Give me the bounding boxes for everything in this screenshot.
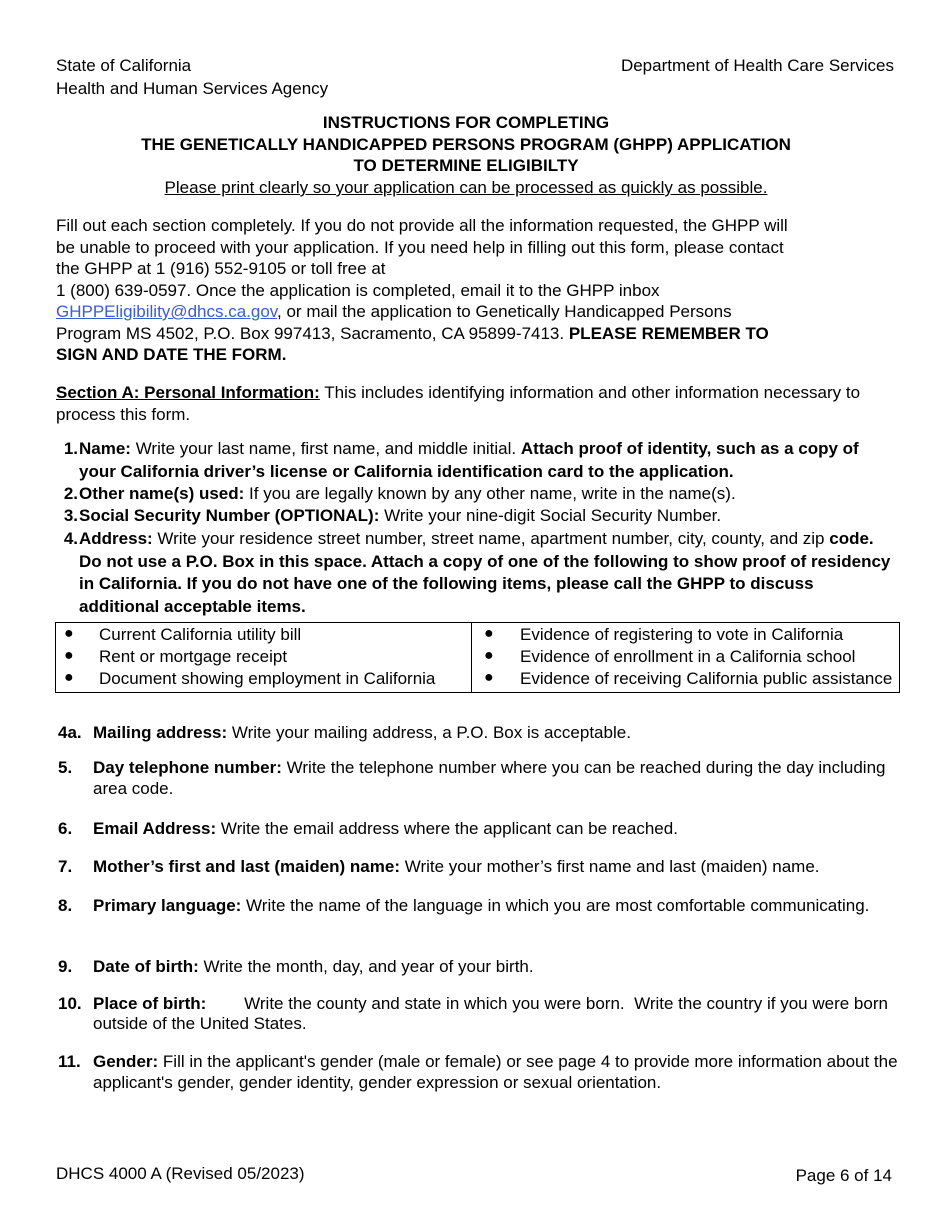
item-number: 6. xyxy=(58,819,73,838)
proof-documents-table xyxy=(55,622,900,693)
intro-line: 1 (800) 639-0597. Once the application is completed, email it to the GHPP inbox xyxy=(56,280,660,300)
list-item: ● Document showing employment in California xyxy=(64,669,436,688)
item-number: 4a. xyxy=(58,723,82,742)
list-item: ● Evidence of enrollment in a California school xyxy=(484,647,856,666)
item-text: Write your mailing address, a P.O. Box is acceptable. xyxy=(227,723,631,742)
intro-line: the GHPP at 1 (916) 552-9105 or toll free at xyxy=(56,259,386,278)
item-number: 7. xyxy=(58,857,73,876)
item-label: Other name(s) used: xyxy=(79,484,245,503)
intro-line: Fill out each section completely. If you do not provide all the information requested, the GHPP will xyxy=(56,216,788,235)
instruction-item-5 xyxy=(58,757,898,799)
item-text: Write the month, day, and year of your birth. xyxy=(198,957,534,976)
reminder-text: SIGN AND DATE THE FORM. xyxy=(56,345,287,364)
list-item: ● Evidence of receiving California public assistance xyxy=(484,669,893,688)
bullet-icon: ● xyxy=(64,625,74,642)
item-label: Address: xyxy=(79,529,153,548)
section-a-text: This includes identifying information and other information necessary to process this form. xyxy=(56,383,861,424)
title-line-3: TO DETERMINE ELIGIBILTY xyxy=(353,156,579,175)
proof-documents-left xyxy=(56,623,472,693)
page-number: Page 6 of 14 xyxy=(795,1166,892,1185)
item-number: 4. xyxy=(63,529,78,548)
instruction-item-11 xyxy=(58,1052,898,1093)
item-text: Write the county and state in which you were born. Write the country if you were born outside of the United States. xyxy=(93,994,893,1033)
item-number: 1. xyxy=(63,439,78,458)
intro-line: Program MS 4502, P.O. Box 997413, Sacramento, CA 95899-7413. xyxy=(56,323,569,343)
instruction-item-10 xyxy=(58,994,898,1034)
instruction-item-1 xyxy=(56,438,896,483)
intro-line: be unable to proceed with your application. If you need help in filling out this form, please contact xyxy=(56,237,784,257)
item-label: Mailing address: xyxy=(93,723,228,742)
item-label: Day telephone number: xyxy=(93,758,282,777)
instruction-item-8 xyxy=(58,895,898,916)
item-label: Social Security Number (OPTIONAL): xyxy=(79,506,380,525)
department-name: Department of Health Care Services xyxy=(620,56,894,75)
item-label: Date of birth: xyxy=(93,957,199,976)
title-line-1: INSTRUCTIONS FOR COMPLETING xyxy=(322,113,610,132)
item-text: Write the email address where the applicant can be reached. xyxy=(216,819,678,838)
agency-name: Health and Human Services Agency xyxy=(56,79,329,98)
instruction-item-3 xyxy=(56,505,896,528)
item-number: 2. xyxy=(63,484,78,503)
proof-documents-right xyxy=(472,623,900,693)
item-label: Name: xyxy=(79,439,131,458)
item-text: Write your residence street number, street name, apartment number, city, county, and zip xyxy=(152,529,830,548)
header-left xyxy=(56,55,328,99)
bullet-icon: ● xyxy=(484,669,494,686)
item-number: 3. xyxy=(63,506,78,525)
intro-paragraph xyxy=(56,215,886,366)
instruction-item-6 xyxy=(58,818,898,839)
item-number: 10. xyxy=(58,994,82,1013)
item-label: Email Address: xyxy=(93,819,217,838)
bullet-icon: ● xyxy=(64,647,74,664)
instruction-item-2 xyxy=(56,483,896,506)
section-a-heading: Section A: Personal Information: xyxy=(56,383,320,402)
item-text: Write your last name, first name, and middle initial. xyxy=(130,439,521,458)
intro-line: , or mail the application to Genetically Handicapped Persons xyxy=(277,302,732,321)
item-number: 8. xyxy=(58,896,73,915)
form-id: DHCS 4000 A (Revised 05/2023) xyxy=(56,1164,305,1183)
item-text: Write the name of the language in which you are most comfortable communicating. xyxy=(241,896,870,915)
bullet-icon: ● xyxy=(484,625,494,642)
item-number: 5. xyxy=(58,758,73,777)
item-text: Write your mother’s first name and last (maiden) name. xyxy=(400,857,820,876)
ghpp-email-link[interactable]: GHPPEligibility@dhcs.ca.gov xyxy=(56,302,278,321)
item-note: Attach proof of identity, such as a copy of your California driver’s license or California identification card to the application. xyxy=(79,439,859,481)
list-item: ● Rent or mortgage receipt xyxy=(64,647,288,666)
list-item: ● Evidence of registering to vote in California xyxy=(484,625,844,644)
instruction-item-4 xyxy=(56,528,896,618)
item-note: code. Do not use a P.O. Box in this space. Attach a copy of one of the following to show proof of residency in California. If you do not have one of the following items, please call the GHPP to discuss additional acceptable items. xyxy=(79,529,891,616)
item-label: Place of birth: xyxy=(93,994,207,1013)
title-line-2: THE GENETICALLY HANDICAPPED PERSONS PROGRAM (GHPP) APPLICATION xyxy=(141,134,791,154)
instruction-item-4a xyxy=(58,722,898,743)
subtitle: Please print clearly so your application can be processed as quickly as possible. xyxy=(164,178,768,197)
instruction-item-9 xyxy=(58,956,898,977)
page-title xyxy=(0,112,932,177)
list-item: ● Current California utility bill xyxy=(64,625,302,644)
bullet-icon: ● xyxy=(484,647,494,664)
item-label: Gender: xyxy=(93,1052,159,1071)
item-text: Write your nine-digit Social Security Number. xyxy=(379,506,722,525)
section-a-intro xyxy=(56,382,886,425)
item-label: Mother’s first and last (maiden) name: xyxy=(93,857,400,876)
reminder-text: PLEASE REMEMBER TO xyxy=(568,323,769,343)
bullet-icon: ● xyxy=(64,669,74,686)
item-number: 9. xyxy=(58,957,73,976)
state-name: State of California xyxy=(56,56,192,75)
instruction-item-7 xyxy=(58,856,898,877)
item-text: Fill in the applicant's gender (male or female) or see page 4 to provide more information about the applicant's gender, gender identity, gender expression or sexual orientation. xyxy=(93,1052,898,1092)
item-label: Primary language: xyxy=(93,896,242,915)
item-number: 11. xyxy=(58,1052,81,1071)
item-text: Write the telephone number where you can be reached during the day including area code. xyxy=(93,758,886,798)
item-text: If you are legally known by any other name, write in the name(s). xyxy=(244,484,736,503)
